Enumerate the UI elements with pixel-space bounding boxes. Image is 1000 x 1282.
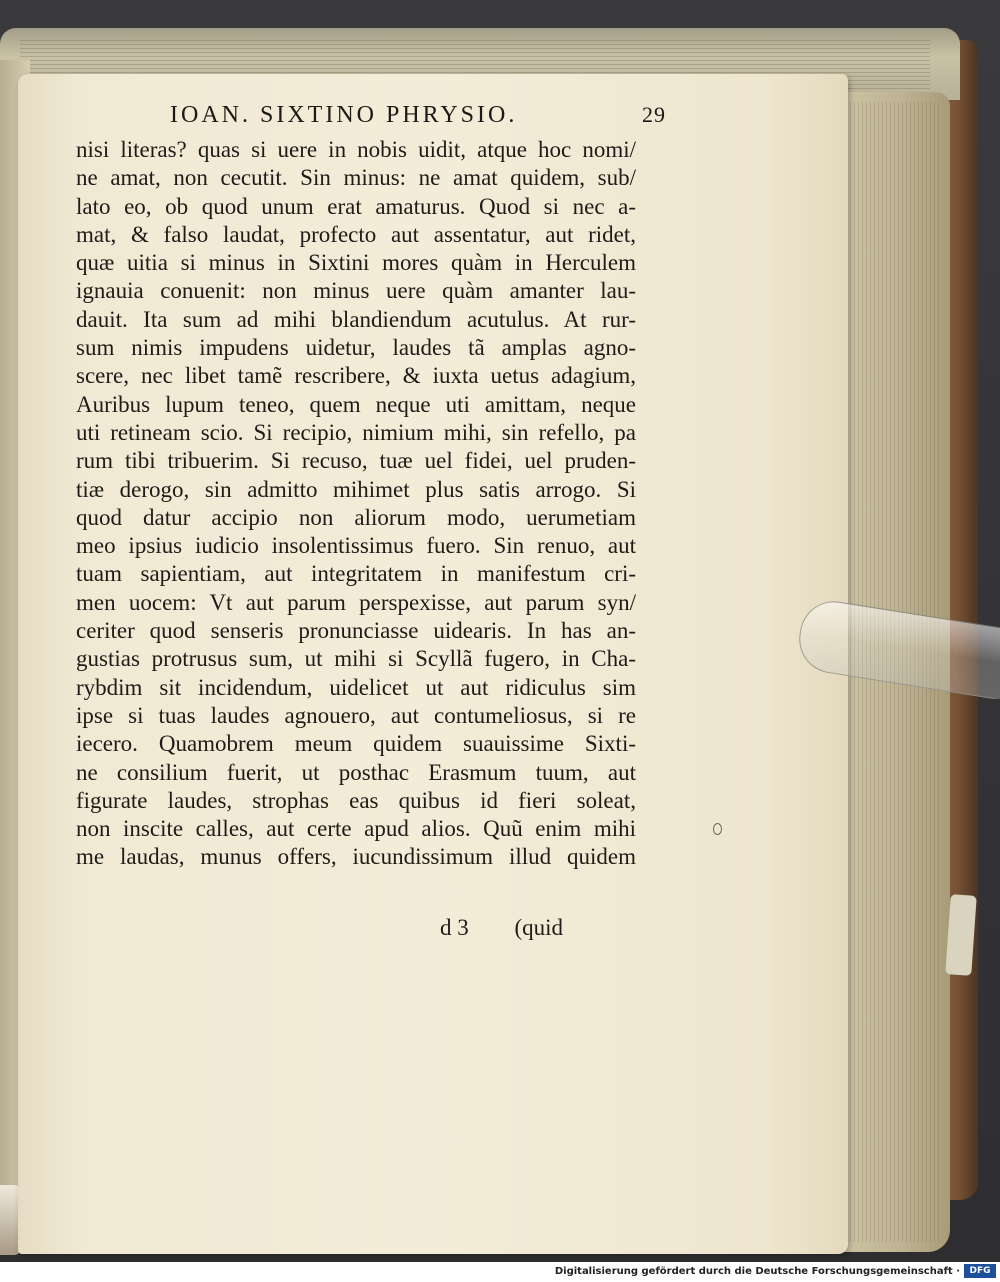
text-line: mat, & falso laudat, profecto aut assentatur, aut ridet, — [76, 221, 636, 247]
text-line: quod datur accipio non aliorum modo, uerumetiam — [76, 504, 636, 530]
catchword: (quid — [514, 915, 564, 940]
paper-tab — [945, 894, 977, 976]
text-line: gustias protrusus sum, ut mihi si Scyllã fugero, in Cha- — [76, 646, 636, 672]
text-line: rum tibi tribuerim. Si recuso, tuæ uel fidei, uel pruden- — [76, 448, 636, 474]
running-header — [150, 102, 710, 132]
text-line: ipse si tuas laudes agnouero, aut contumeliosus, si re — [76, 702, 636, 728]
catchline — [440, 915, 620, 941]
text-line: rybdim sit incidendum, uidelicet ut aut ridiculus sim — [76, 674, 636, 700]
dfg-logo: DFG — [964, 1264, 996, 1278]
text-line: ceriter quod senseris pronunciasse uidearis. In has an- — [76, 618, 636, 644]
text-line: me laudas, munus offers, iucundissimum illud quidem — [76, 844, 636, 870]
page-mark — [713, 823, 722, 835]
text-line: scere, nec libet tamẽ rescribere, & iuxta uetus adagium, — [76, 363, 636, 389]
signature-mark: d 3 — [440, 915, 469, 940]
body-text — [76, 136, 636, 872]
text-line: dauit. Ita sum ad mihi blandiendum acutulus. At rur- — [76, 306, 636, 332]
digitization-credit: Digitalisierung gefördert durch die Deutsche Forschungsgemeinschaft · — [554, 1266, 960, 1277]
page-number: 29 — [642, 102, 666, 127]
text-line: non inscite calles, aut certe apud alios. Quũ enim mihi — [76, 816, 636, 842]
text-line: ne amat, non cecutit. Sin minus: ne amat quidem, sub/ — [76, 165, 636, 191]
text-line: figurate laudes, strophas eas quibus id fieri soleat, — [76, 787, 636, 813]
text-line: ignauia conuenit: non minus uere quàm amanter lau- — [76, 278, 636, 304]
text-line: uti retineam scio. Si recipio, nimium mihi, sin refello, pa — [76, 419, 636, 445]
text-line: quæ uitia si minus in Sixtini mores quàm in Herculem — [76, 250, 636, 276]
text-line: nisi literas? quas si uere in nobis uidit, atque hoc nomi/ — [76, 137, 636, 162]
text-line: tiæ derogo, sin admitto mihimet plus satis arrogo. Si — [76, 476, 636, 502]
text-line: Auribus lupum teneo, quem neque uti amittam, neque — [76, 391, 636, 417]
running-title: IOAN. SIXTINO PHRYSIO. — [170, 102, 518, 128]
text-line: lato eo, ob quod unum erat amaturus. Quod si nec a- — [76, 193, 636, 219]
text-line: ne consilium fuerit, ut posthac Erasmum tuum, aut — [76, 759, 636, 785]
text-line: men uocem: Vt aut parum perspexisse, aut parum syn/ — [76, 589, 636, 615]
text-line: meo ipsius iudicio insolentissimus fuero. Sin renuo, aut — [76, 533, 636, 559]
text-line: sum nimis impudens uidetur, laudes tã amplas agno- — [76, 335, 636, 361]
text-line: iecero. Quamobrem meum quidem suauissime Sixti- — [76, 731, 636, 757]
text-line: tuam sapientiam, aut integritatem in manifestum cri- — [76, 561, 636, 587]
